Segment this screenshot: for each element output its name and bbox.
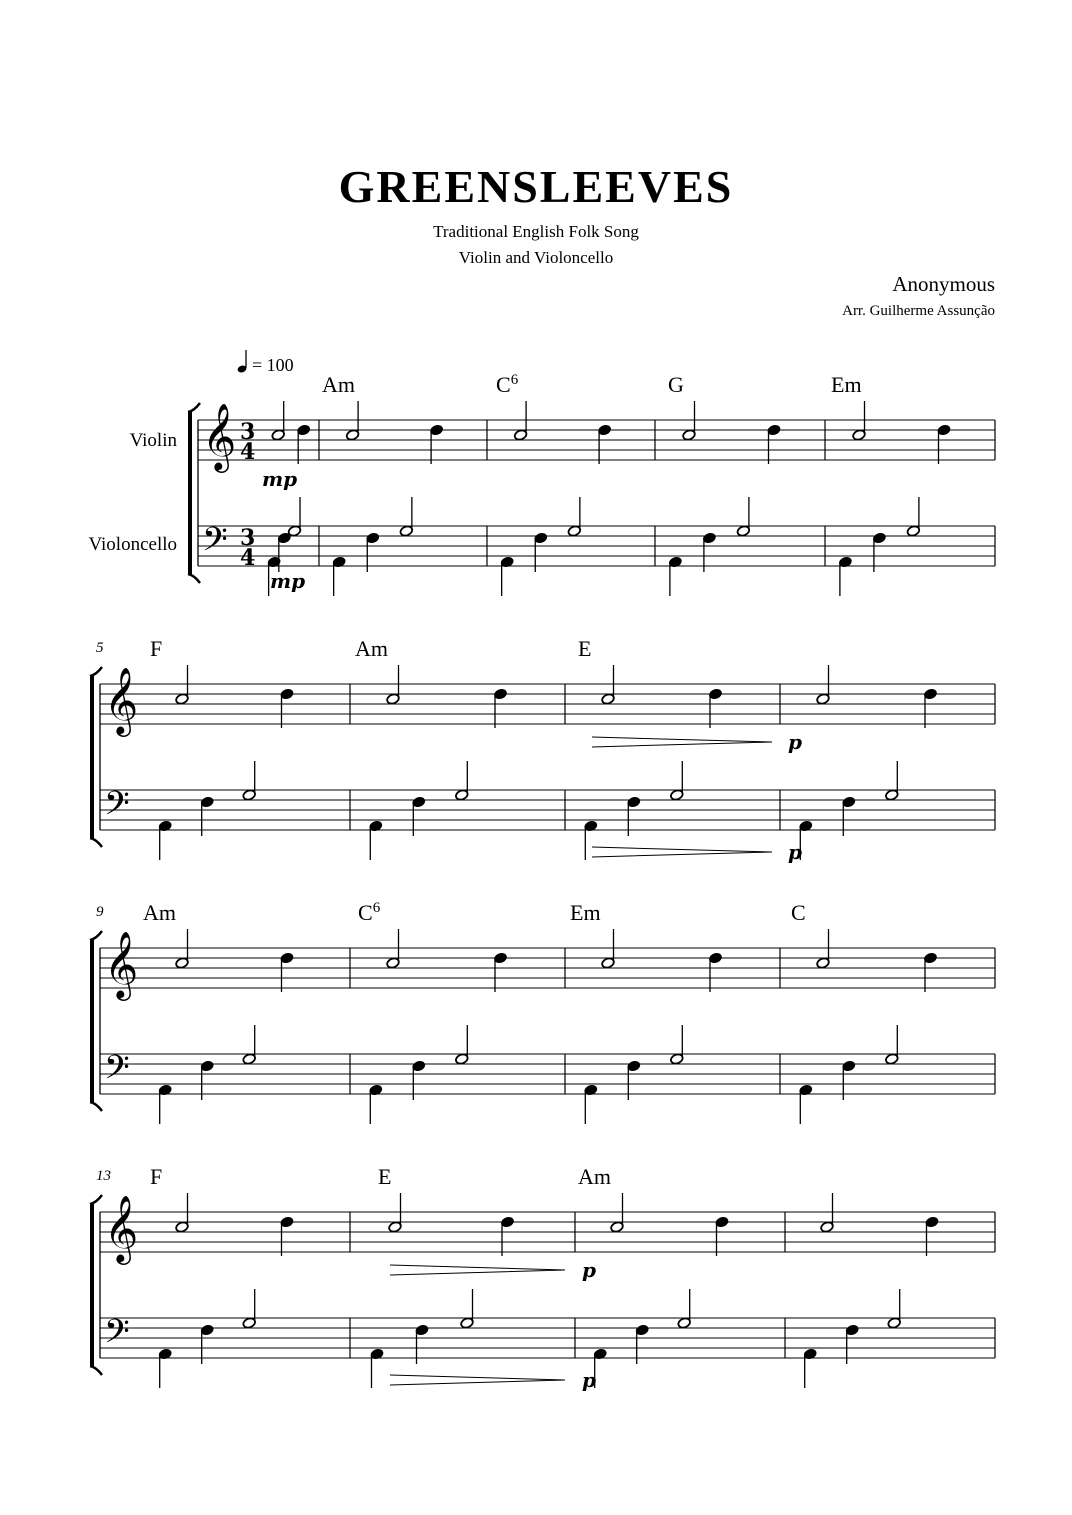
note xyxy=(399,497,413,537)
note xyxy=(388,1193,402,1233)
chord-symbol: E xyxy=(378,1164,392,1189)
measure-number: 13 xyxy=(96,1168,111,1184)
note xyxy=(803,1348,817,1388)
note xyxy=(906,497,920,537)
note xyxy=(369,820,383,860)
chord-symbol: Em xyxy=(831,372,862,397)
note xyxy=(610,1193,624,1233)
decrescendo-hairpin xyxy=(390,1265,565,1275)
note xyxy=(175,665,189,705)
note xyxy=(677,1289,691,1329)
chord-symbol: Am xyxy=(322,372,355,397)
note xyxy=(584,1084,598,1124)
dynamic-p: p xyxy=(582,1258,596,1282)
bass-clef-icon: 𝄢 xyxy=(104,785,130,831)
note xyxy=(175,929,189,969)
note xyxy=(767,424,781,464)
bracket-bottom xyxy=(90,1102,102,1111)
note xyxy=(175,1193,189,1233)
dynamic-p: p xyxy=(582,1368,596,1392)
note xyxy=(369,1084,383,1124)
bracket-top xyxy=(188,403,200,412)
system-4 xyxy=(90,1164,995,1392)
note xyxy=(736,497,750,537)
note xyxy=(493,688,507,728)
note xyxy=(816,929,830,969)
note xyxy=(455,1025,469,1065)
chord-symbol: Am xyxy=(355,636,388,661)
chord-symbol: $C^6$ xyxy=(358,900,381,925)
note xyxy=(885,761,899,801)
chord-symbol: Am xyxy=(143,900,176,925)
system-bracket xyxy=(90,1204,94,1366)
note xyxy=(332,556,346,596)
note xyxy=(493,952,507,992)
note xyxy=(500,556,514,596)
note xyxy=(838,556,852,596)
note xyxy=(670,1025,684,1065)
score-title: GREENSLEEVES xyxy=(338,161,734,212)
composer: Anonymous xyxy=(892,272,995,296)
note xyxy=(668,556,682,596)
note xyxy=(682,401,696,441)
note xyxy=(297,424,311,464)
note xyxy=(937,424,951,464)
chord-symbol: C xyxy=(791,900,806,925)
chord-symbol: F xyxy=(150,636,163,661)
note xyxy=(455,761,469,801)
dynamic-mp: mp xyxy=(270,569,306,593)
note xyxy=(820,1193,834,1233)
time-signature-bottom: 4 xyxy=(240,545,256,571)
note xyxy=(242,761,256,801)
time-signature-top: 3 xyxy=(240,525,256,551)
note xyxy=(386,929,400,969)
note xyxy=(242,1289,256,1329)
system-bracket xyxy=(90,676,94,838)
bracket-bottom xyxy=(90,838,102,847)
decrescendo-hairpin xyxy=(592,737,772,747)
note xyxy=(280,952,294,992)
instrument-violin: Violin xyxy=(129,430,177,451)
time-signature-bottom: 4 xyxy=(240,439,256,465)
bass-clef-icon: 𝄢 xyxy=(104,1313,130,1359)
note xyxy=(513,401,527,441)
note xyxy=(460,1289,474,1329)
score-subtitle: Traditional English Folk Song xyxy=(433,222,639,241)
treble-clef-icon: 𝄞 xyxy=(202,402,237,470)
note xyxy=(923,952,937,992)
bass-clef-icon: 𝄢 xyxy=(202,521,228,567)
note xyxy=(923,688,937,728)
note xyxy=(708,952,722,992)
treble-clef-icon: 𝄞 xyxy=(104,1194,139,1262)
time-signature-top: 3 xyxy=(240,419,256,445)
note xyxy=(429,424,443,464)
treble-clef-icon: 𝄞 xyxy=(104,930,139,998)
bracket-top xyxy=(90,1195,102,1204)
note xyxy=(584,820,598,860)
note xyxy=(386,665,400,705)
decrescendo-hairpin xyxy=(592,847,772,857)
bracket-bottom xyxy=(90,1366,102,1375)
system-3 xyxy=(90,900,995,1124)
note xyxy=(715,1216,729,1256)
measure-number: 9 xyxy=(96,904,104,920)
system-2 xyxy=(90,636,995,864)
note xyxy=(708,688,722,728)
note xyxy=(271,401,285,441)
note xyxy=(242,1025,256,1065)
note xyxy=(597,424,611,464)
note xyxy=(345,401,359,441)
note xyxy=(601,929,615,969)
score-instrumentation: Violin and Violoncello xyxy=(458,248,614,267)
note xyxy=(887,1289,901,1329)
system-bracket xyxy=(90,940,94,1102)
note xyxy=(158,1348,172,1388)
tempo-marking xyxy=(237,350,294,375)
bracket-bottom xyxy=(188,574,200,583)
note xyxy=(287,497,301,537)
measure-number: 5 xyxy=(96,640,104,656)
note xyxy=(158,820,172,860)
bracket-top xyxy=(90,931,102,940)
bracket-top xyxy=(90,667,102,676)
chord-symbol: F xyxy=(150,1164,163,1189)
note xyxy=(925,1216,939,1256)
chord-symbol: E xyxy=(578,636,592,661)
note xyxy=(816,665,830,705)
system-1 xyxy=(188,372,995,596)
note xyxy=(158,1084,172,1124)
arranger: Arr. Guilherme Assunção xyxy=(842,303,995,319)
note xyxy=(370,1348,384,1388)
note xyxy=(885,1025,899,1065)
note xyxy=(799,1084,813,1124)
note xyxy=(280,1216,294,1256)
instrument-violoncello: Violoncello xyxy=(88,534,177,555)
bass-clef-icon: 𝄢 xyxy=(104,1049,130,1095)
treble-clef-icon: 𝄞 xyxy=(104,666,139,734)
dynamic-mp: mp xyxy=(262,467,298,491)
system-bracket xyxy=(188,412,192,574)
chord-symbol: $C^6$ xyxy=(496,372,519,397)
note xyxy=(500,1216,514,1256)
note xyxy=(852,401,866,441)
dynamic-p: p xyxy=(788,730,802,754)
chord-symbol: Am xyxy=(578,1164,611,1189)
chord-symbol: Em xyxy=(570,900,601,925)
chord-symbol: G xyxy=(668,372,684,397)
svg-text:= 100: = 100 xyxy=(252,355,294,375)
note xyxy=(670,761,684,801)
note xyxy=(567,497,581,537)
note xyxy=(280,688,294,728)
dynamic-p: p xyxy=(788,840,802,864)
note xyxy=(601,665,615,705)
decrescendo-hairpin xyxy=(390,1375,565,1385)
